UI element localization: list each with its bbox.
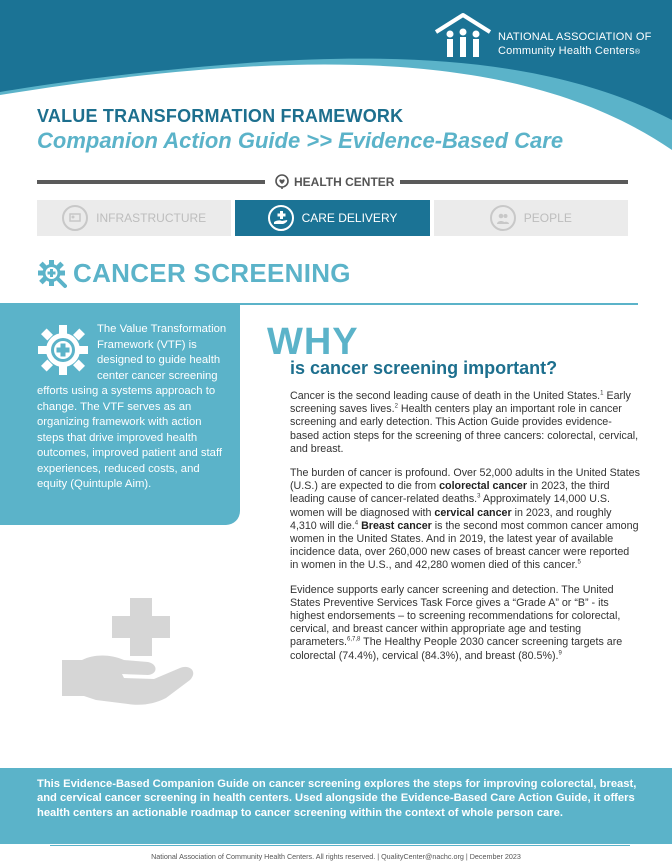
heart-pin-icon xyxy=(274,174,290,190)
p2-text-b: in 2023, the third leading cause of cancer-related deaths. xyxy=(290,480,610,506)
p2-text-a: The burden of cancer is profound. Over 52,000 adults in the United States (U.S.) are expected to die from xyxy=(290,467,640,493)
vtf-sidebox xyxy=(0,305,240,525)
footnote-ref: 5 xyxy=(577,559,581,566)
footer-info: National Association of Community Health Centers. All rights reserved. | QualityCenter@nachc.org | December 2023 xyxy=(151,852,521,861)
gear-magnifier-icon xyxy=(37,259,67,289)
footnote-ref: 1 xyxy=(600,390,604,397)
p1-text-b: Early screening saves lives. xyxy=(290,390,631,416)
paragraph-2 xyxy=(290,467,640,573)
hand-medical-cross-icon xyxy=(62,598,202,710)
logo-line1: NATIONAL ASSOCIATION OF xyxy=(498,31,652,43)
nachc-house-icon xyxy=(432,12,494,60)
breast-cancer-bold: Breast cancer xyxy=(361,519,432,532)
p2-text-c: Approximately 14,000 U.S. women will be diagnosed with xyxy=(290,493,611,519)
footer-note: This Evidence-Based Companion Guide on cancer screening explores the steps for improving colorectal, breast, and cervical cancer screening in health centers. Used alongside the Evidence-Based Care Action Guide, it offers health centers an actionable roadmap to cancer screening within the context of whole person care. xyxy=(37,778,637,819)
health-center-text: HEALTH CENTER xyxy=(294,175,395,189)
tab-care-delivery-label: CARE DELIVERY xyxy=(301,211,398,225)
why-heading: WHY xyxy=(267,321,359,363)
body-text xyxy=(290,390,640,674)
nachc-logo xyxy=(432,12,662,72)
p2-text-e: is the second most common cancer among women in the United States. And in 2019, the latest year of available incidence data, over 260,000 new cases of breast cancer were reported in women in the U.S., and 42,280 women died of this cancer. xyxy=(290,519,639,572)
tab-people[interactable] xyxy=(434,200,628,236)
paragraph-3 xyxy=(290,584,640,663)
cervical-cancer-bold: cervical cancer xyxy=(434,506,512,519)
gear-plus-icon xyxy=(37,324,89,376)
p3-text-b: The Healthy People 2030 cancer screening targets are colorectal (74.4%), cervical (84.3%), and breast (80.5%). xyxy=(290,636,623,662)
p2-text-d: in 2023, and roughly 4,310 will die. xyxy=(290,506,612,532)
footnote-ref: 9 xyxy=(558,650,562,657)
colorectal-cancer-bold: colorectal cancer xyxy=(439,480,528,493)
footnote-ref: 3 xyxy=(477,493,481,500)
care-delivery-icon xyxy=(268,205,294,231)
divider-right xyxy=(400,180,628,184)
footnote-ref: 6,7,8 xyxy=(347,636,361,643)
section-heading xyxy=(37,258,351,289)
p1-text-a: Cancer is the second leading cause of death in the United States. xyxy=(290,390,601,402)
footnote-ref: 2 xyxy=(394,403,398,410)
vtf-sidebox-text: The Value Transformation Framework (VTF) is designed to guide health center cancer screening efforts using a systems approach to change. The VTF serves as an organizing framework with action steps that drive improved health outcomes, improved patient and staff experiences, reduced costs, and equity (Quintuple Aim). xyxy=(37,323,227,490)
footer-rule xyxy=(50,845,630,846)
health-center-label xyxy=(274,174,394,190)
people-icon xyxy=(490,205,516,231)
guide-subtitle: Companion Action Guide >> Evidence-Based Care xyxy=(37,128,564,153)
tab-people-label: PEOPLE xyxy=(523,211,572,225)
section-title: CANCER SCREENING xyxy=(73,258,351,288)
paragraph-1 xyxy=(290,390,640,456)
p1-text-c: Health centers play an important role in cancer screening and early detection. This Action Guide provides evidence-based action steps for the screening of three cancers: colorectal, cervical, and breast. xyxy=(290,403,639,455)
pillar-tabs xyxy=(37,200,628,236)
tab-care-delivery[interactable] xyxy=(235,200,429,236)
logo-registered-mark: ® xyxy=(634,49,641,56)
p3-text-a: Evidence supports early cancer screening and detection. The United States Preventive Services Task Force gives a “Grade A” or “B” - its highest endorsements – to screening recommendations for colorectal, cervical, and breast cancer within appropriate age and testing parameters. xyxy=(290,583,621,649)
divider-left xyxy=(37,180,265,184)
logo-text xyxy=(498,30,652,60)
footnote-ref: 4 xyxy=(354,520,359,527)
logo-line2: Community Health Centers xyxy=(498,45,635,57)
tab-infrastructure-label: INFRASTRUCTURE xyxy=(96,211,207,225)
why-subheading: is cancer screening important? xyxy=(290,358,558,378)
framework-title: VALUE TRANSFORMATION FRAMEWORK xyxy=(37,106,404,126)
tab-infrastructure[interactable] xyxy=(37,200,231,236)
infrastructure-icon xyxy=(62,205,88,231)
